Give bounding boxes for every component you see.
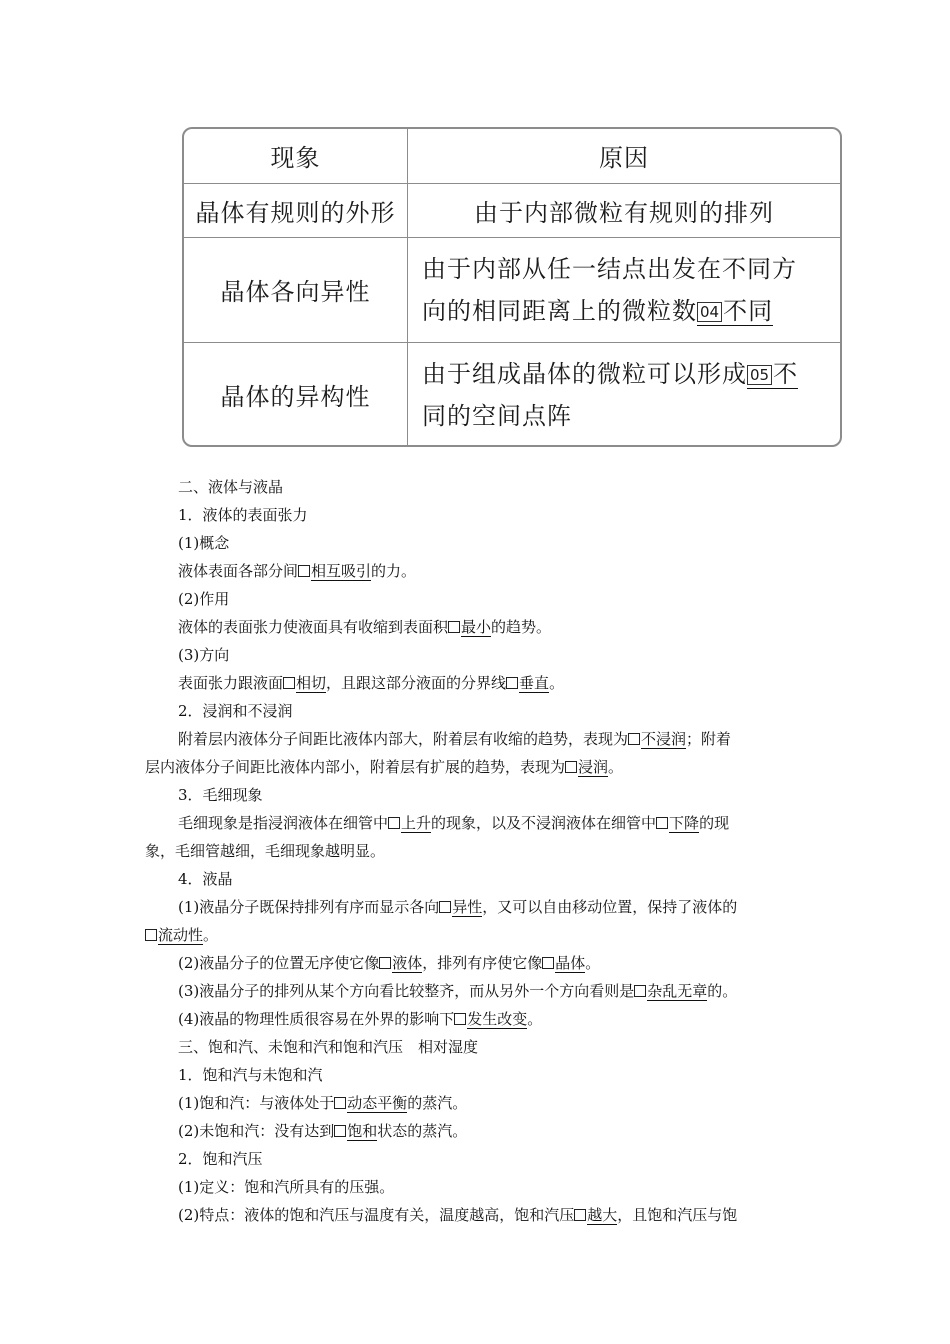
text: (2)液晶分子的位置无序使它像 (178, 954, 380, 972)
subsection-heading: 3．毛细现象 (178, 786, 263, 804)
subsection-heading: 1．饱和汽与未饱和汽 (178, 1066, 323, 1084)
header-phenomenon: 现象 (184, 129, 408, 183)
fill-blank (697, 297, 773, 326)
paragraph (178, 617, 551, 637)
text: (1)液晶分子既保持排列有序而显示各向 (178, 898, 440, 916)
answer: 杂乱无章 (647, 982, 708, 1000)
answer: 异性 (452, 898, 483, 916)
subsection-heading: 2．饱和汽压 (178, 1150, 263, 1168)
reason-text: 由于组成晶体的微粒可以形成 (422, 359, 747, 388)
blank-box-icon (298, 565, 310, 577)
blank-box-icon (454, 1013, 466, 1025)
paragraph (178, 953, 600, 973)
phenomenon-reason-table (182, 127, 842, 447)
paragraph (178, 673, 564, 693)
blank-box-icon (334, 1125, 346, 1137)
paragraph (178, 981, 737, 1001)
table-row (184, 183, 840, 237)
answer: 下降 (669, 814, 700, 832)
text: 的趋势。 (491, 618, 552, 636)
blank-box-icon (388, 817, 400, 829)
text: ；附着 (686, 730, 732, 748)
text: (2)特点：液体的饱和汽压与温度有关，温度越高，饱和汽压 (178, 1206, 575, 1224)
phenomenon-cell: 晶体各向异性 (184, 237, 408, 342)
blank-box-icon (565, 761, 577, 773)
reason-text: 向的相同距离上的微粒数 (422, 296, 697, 325)
table-row (184, 342, 840, 447)
answer: 上升 (401, 814, 432, 832)
paragraph (178, 813, 729, 833)
paragraph (145, 757, 623, 777)
text: 附着层内液体分子间距比液体内部大，附着层有收缩的趋势，表现为 (178, 730, 629, 748)
text: (3)液晶分子的排列从某个方向看比较整齐，而从另外一个方向看则是 (178, 982, 635, 1000)
text: (1)饱和汽：与液体处于 (178, 1094, 335, 1112)
table-row (184, 237, 840, 342)
fill-blank (747, 360, 798, 389)
blank-box-icon (656, 817, 668, 829)
paragraph (178, 1205, 737, 1225)
answer: 最小 (461, 618, 492, 636)
text: 的现 (699, 814, 730, 832)
reason-cell (408, 237, 841, 342)
blank-box-icon (634, 985, 646, 997)
text: 。 (527, 1010, 543, 1028)
text: 的现象，以及不浸润液体在细管中 (431, 814, 657, 832)
reason-cell: 由于内部微粒有规则的排列 (408, 183, 841, 237)
reason-line (422, 353, 840, 395)
item-heading: (2)作用 (178, 590, 230, 608)
answer: 不浸润 (641, 730, 687, 748)
item-heading: (1)概念 (178, 534, 230, 552)
section-heading: 三、饱和汽、未饱和汽和饱和汽压 相对湿度 (178, 1038, 479, 1056)
answer: 晶体 (555, 954, 586, 972)
text: 层内液体分子间距比液体内部小，附着层有扩展的趋势，表现为 (145, 758, 566, 776)
text: 。 (549, 674, 565, 692)
text: 。 (585, 954, 601, 972)
reason-line: 由于内部从任一结点出发在不同方 (422, 254, 797, 283)
text: 的。 (707, 982, 738, 1000)
answer: 发生改变 (467, 1010, 528, 1028)
blank-box-icon (574, 1209, 586, 1221)
paragraph (178, 561, 416, 581)
text: 。 (608, 758, 624, 776)
paragraph (178, 729, 731, 749)
text: 表面张力跟液面 (178, 674, 284, 692)
blank-number: 04 (697, 302, 722, 322)
blank-box-icon (506, 677, 518, 689)
answer: 相互吸引 (311, 562, 372, 580)
phenomenon-cell: 晶体的异构性 (184, 342, 408, 447)
answer: 动态平衡 (347, 1094, 408, 1112)
paragraph (178, 1121, 467, 1141)
table-header-row (184, 129, 840, 183)
reason-line (422, 290, 840, 332)
text: 。 (203, 926, 219, 944)
section-heading: 二、液体与液晶 (178, 478, 284, 496)
paragraph (145, 925, 218, 945)
text: 毛细现象是指浸润液体在细管中 (178, 814, 389, 832)
answer: 液体 (392, 954, 423, 972)
answer: 相切 (296, 674, 327, 692)
paragraph (178, 1009, 542, 1029)
answer: 流动性 (158, 926, 204, 944)
blank-box-icon (448, 621, 460, 633)
blank-number: 05 (747, 365, 772, 385)
blank-box-icon (439, 901, 451, 913)
text: 的蒸汽。 (407, 1094, 468, 1112)
text: ，又可以自由移动位置，保持了液体的 (482, 898, 738, 916)
reason-line: 同的空间点阵 (422, 401, 572, 430)
text: (2)未饱和汽：没有达到 (178, 1122, 335, 1140)
blank-box-icon (379, 957, 391, 969)
text: ，排列有序使它像 (422, 954, 543, 972)
text: 状态的蒸汽。 (377, 1122, 468, 1140)
answer: 浸润 (578, 758, 609, 776)
answer: 饱和 (347, 1122, 378, 1140)
text: 液体的表面张力使液面具有收缩到表面积 (178, 618, 449, 636)
phenomenon-cell: 晶体有规则的外形 (184, 183, 408, 237)
text: 的力。 (371, 562, 417, 580)
subsection-heading: 1．液体的表面张力 (178, 506, 308, 524)
blank-box-icon (145, 929, 157, 941)
text: ，且饱和汽压与饱 (617, 1206, 738, 1224)
subsection-heading: 4．液晶 (178, 870, 233, 888)
blank-box-icon (628, 733, 640, 745)
reason-cell (408, 342, 841, 447)
subsection-heading: 2．浸润和不浸润 (178, 702, 293, 720)
answer: 垂直 (519, 674, 550, 692)
text: ，且跟这部分液面的分界线 (326, 674, 507, 692)
paragraph: 象，毛细管越细，毛细现象越明显。 (145, 842, 386, 860)
text: 液体表面各部分间 (178, 562, 299, 580)
blank-box-icon (283, 677, 295, 689)
paragraph: (1)定义：饱和汽所具有的压强。 (178, 1178, 395, 1196)
answer: 越大 (587, 1206, 618, 1224)
paragraph (178, 1093, 467, 1113)
blank-answer: 不同 (723, 296, 774, 325)
blank-box-icon (542, 957, 554, 969)
item-heading: (3)方向 (178, 646, 230, 664)
header-reason: 原因 (408, 129, 841, 183)
blank-box-icon (334, 1097, 346, 1109)
blank-answer: 不 (773, 359, 799, 388)
text: (4)液晶的物理性质很容易在外界的影响下 (178, 1010, 455, 1028)
paragraph (178, 897, 737, 917)
